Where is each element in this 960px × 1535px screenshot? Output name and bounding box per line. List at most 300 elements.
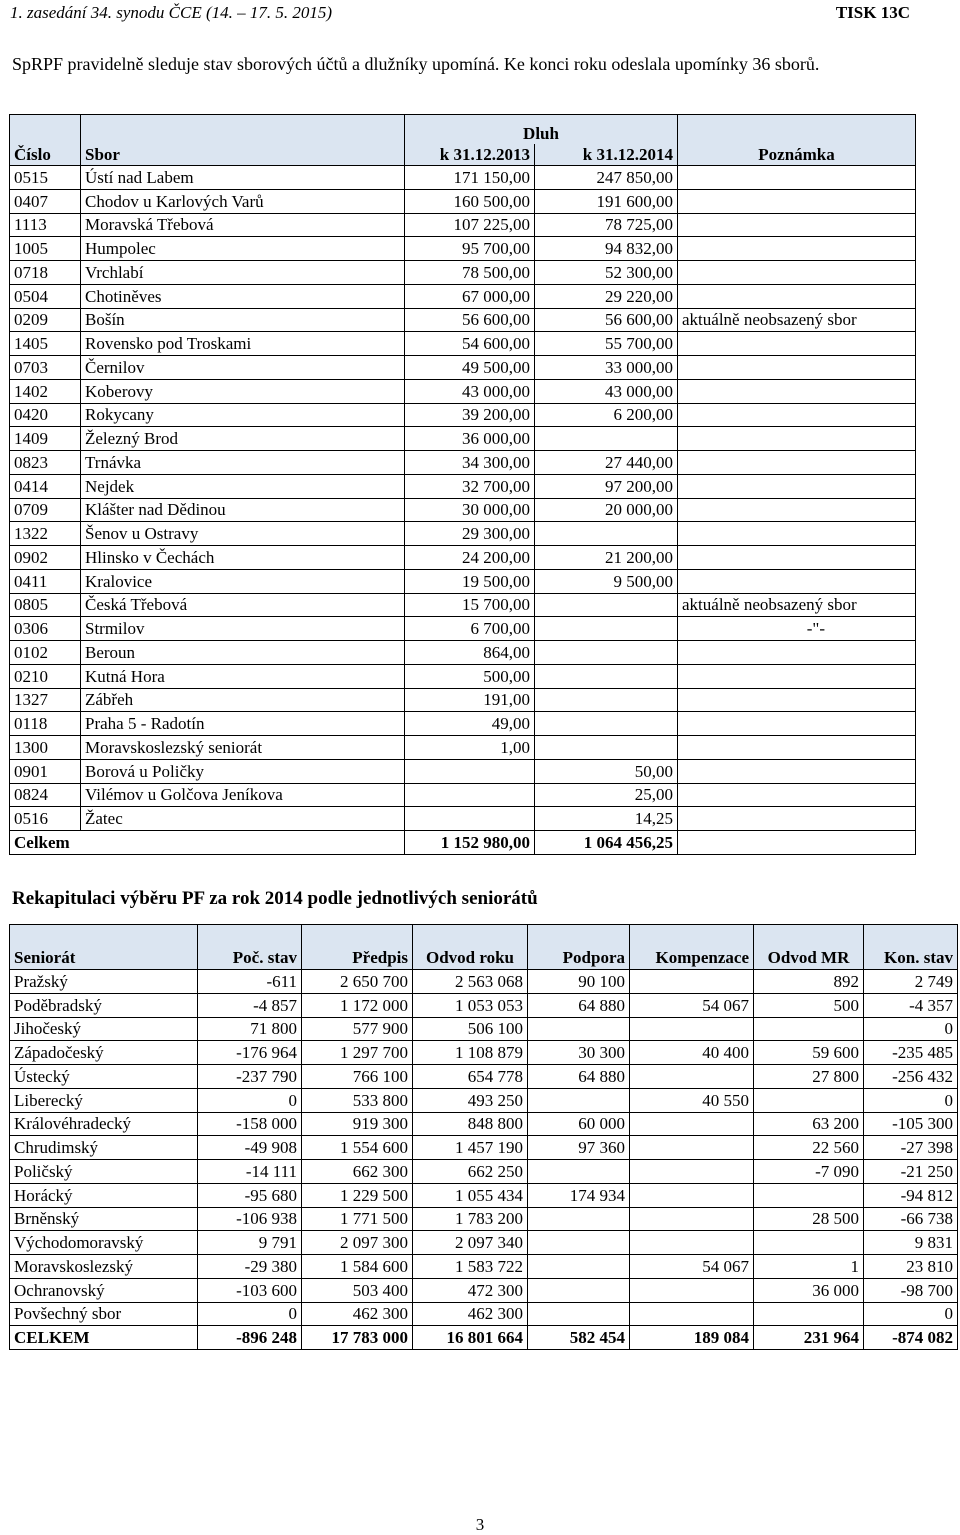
- cell-odvod-roku: 848 800: [413, 1112, 528, 1136]
- cell-poznamka: [678, 166, 916, 190]
- cell-cislo: 0718: [10, 261, 81, 285]
- cell-seniorat: Poličský: [10, 1160, 198, 1184]
- cell-cislo: 1005: [10, 237, 81, 261]
- cell-sbor: Kutná Hora: [81, 664, 405, 688]
- cell-kompenzace: [630, 1112, 754, 1136]
- header-dluh: Dluh: [405, 115, 678, 145]
- header-left: 1. zasedání 34. synodu ČCE (14. – 17. 5. 2015): [10, 3, 333, 22]
- seniorat-header-row: [10, 925, 958, 970]
- header-odvod-roku: Odvod roku: [413, 925, 528, 970]
- cell-sbor: Humpolec: [81, 237, 405, 261]
- cell-kompenzace: 54 067: [630, 1255, 754, 1279]
- cell-kompenzace: 54 067: [630, 993, 754, 1017]
- header-2013: k 31.12.2013: [405, 144, 535, 166]
- cell-seniorat: Moravskoslezský: [10, 1255, 198, 1279]
- cell-odvod-mr: 231 964: [754, 1326, 864, 1350]
- cell-cislo: 0209: [10, 308, 81, 332]
- table-row: [10, 261, 916, 285]
- cell-kompenzace: [630, 1160, 754, 1184]
- header-predpis: Předpis: [302, 925, 413, 970]
- cell-odvod-mr: 59 600: [754, 1041, 864, 1065]
- cell-poc-stav: 0: [198, 1302, 302, 1326]
- cell-predpis: 1 229 500: [302, 1183, 413, 1207]
- cell-seniorat: CELKEM: [10, 1326, 198, 1350]
- cell-cislo: 0407: [10, 189, 81, 213]
- cell-seniorat: Východomoravský: [10, 1231, 198, 1255]
- table-row: [10, 759, 916, 783]
- table-row: [10, 1183, 958, 1207]
- cell-podpora: 174 934: [528, 1183, 630, 1207]
- table-row: [10, 379, 916, 403]
- table-row: [10, 1278, 958, 1302]
- cell-dluh-2014: 27 440,00: [535, 451, 678, 475]
- cell-odvod-roku: 1 783 200: [413, 1207, 528, 1231]
- cell-kon-stav: 2 749: [864, 970, 958, 994]
- cell-dluh-2013: 32 700,00: [405, 474, 535, 498]
- cell-odvod-mr: [754, 1088, 864, 1112]
- cell-poznamka: [678, 284, 916, 308]
- cell-poznamka: [678, 213, 916, 237]
- cell-kompenzace: [630, 1278, 754, 1302]
- cell-dluh-2013: 500,00: [405, 664, 535, 688]
- cell-odvod-roku: 654 778: [413, 1065, 528, 1089]
- cell-seniorat: Liberecký: [10, 1088, 198, 1112]
- total-label: Celkem: [10, 831, 405, 855]
- table-row: [10, 593, 916, 617]
- cell-podpora: 90 100: [528, 970, 630, 994]
- cell-poc-stav: -29 380: [198, 1255, 302, 1279]
- cell-dluh-2014: 20 000,00: [535, 498, 678, 522]
- cell-poc-stav: -49 908: [198, 1136, 302, 1160]
- header-poc-stav: Poč. stav: [198, 925, 302, 970]
- cell-seniorat: Chrudimský: [10, 1136, 198, 1160]
- table-row: [10, 664, 916, 688]
- cell-dluh-2014: 50,00: [535, 759, 678, 783]
- cell-poc-stav: -4 857: [198, 993, 302, 1017]
- cell-dluh-2013: 19 500,00: [405, 569, 535, 593]
- table-row: [10, 498, 916, 522]
- cell-dluh-2013: 24 200,00: [405, 546, 535, 570]
- cell-odvod-roku: 506 100: [413, 1017, 528, 1041]
- cell-kompenzace: [630, 1231, 754, 1255]
- header-empty: [81, 115, 405, 145]
- cell-dluh-2013: [405, 783, 535, 807]
- cell-kompenzace: [630, 1302, 754, 1326]
- cell-sbor: Ústí nad Labem: [81, 166, 405, 190]
- cell-cislo: 1409: [10, 427, 81, 451]
- cell-poznamka: [678, 759, 916, 783]
- table-row: [10, 970, 958, 994]
- cell-kompenzace: [630, 970, 754, 994]
- cell-cislo: 0414: [10, 474, 81, 498]
- cell-cislo: 0805: [10, 593, 81, 617]
- table-row: [10, 1136, 958, 1160]
- cell-seniorat: Ústecký: [10, 1065, 198, 1089]
- table-row: [10, 1231, 958, 1255]
- header-right: TISK 13C: [835, 3, 910, 22]
- debtors-header-row-1: [10, 115, 916, 145]
- cell-predpis: 766 100: [302, 1065, 413, 1089]
- cell-poznamka: [678, 451, 916, 475]
- cell-sbor: Strmilov: [81, 617, 405, 641]
- cell-dluh-2014: 94 832,00: [535, 237, 678, 261]
- cell-kompenzace: [630, 1136, 754, 1160]
- cell-cislo: 0420: [10, 403, 81, 427]
- cell-dluh-2013: [405, 759, 535, 783]
- header-kon-stav: Kon. stav: [864, 925, 958, 970]
- cell-dluh-2013: 34 300,00: [405, 451, 535, 475]
- cell-sbor: Kralovice: [81, 569, 405, 593]
- table-row: [10, 166, 916, 190]
- cell-seniorat: Královéhradecký: [10, 1112, 198, 1136]
- cell-poznamka: [678, 783, 916, 807]
- page-number: 3: [475, 1515, 485, 1534]
- header-empty: [678, 115, 916, 145]
- cell-predpis: 1 554 600: [302, 1136, 413, 1160]
- cell-sbor: Zábřeh: [81, 688, 405, 712]
- cell-dluh-2014: 6 200,00: [535, 403, 678, 427]
- cell-dluh-2013: 39 200,00: [405, 403, 535, 427]
- cell-dluh-2014: 55 700,00: [535, 332, 678, 356]
- table-row: [10, 1207, 958, 1231]
- cell-dluh-2013: [405, 807, 535, 831]
- table-row: [10, 1065, 958, 1089]
- cell-dluh-2013: 864,00: [405, 641, 535, 665]
- cell-poc-stav: -611: [198, 970, 302, 994]
- cell-poznamka: [678, 379, 916, 403]
- cell-seniorat: Pražský: [10, 970, 198, 994]
- total-2013: 1 152 980,00: [405, 831, 535, 855]
- cell-predpis: 17 783 000: [302, 1326, 413, 1350]
- table-row: [10, 403, 916, 427]
- cell-poznamka: [678, 736, 916, 760]
- cell-kon-stav: 0: [864, 1302, 958, 1326]
- cell-podpora: 97 360: [528, 1136, 630, 1160]
- cell-poznamka: aktuálně neobsazený sbor: [678, 593, 916, 617]
- table-row: [10, 427, 916, 451]
- cell-kompenzace: [630, 1207, 754, 1231]
- cell-cislo: 0515: [10, 166, 81, 190]
- cell-sbor: Chotiněves: [81, 284, 405, 308]
- cell-podpora: 582 454: [528, 1326, 630, 1350]
- cell-cislo: 0824: [10, 783, 81, 807]
- cell-odvod-roku: 2 097 340: [413, 1231, 528, 1255]
- cell-podpora: [528, 1231, 630, 1255]
- cell-sbor: Praha 5 - Radotín: [81, 712, 405, 736]
- cell-kon-stav: -874 082: [864, 1326, 958, 1350]
- cell-poznamka: [678, 569, 916, 593]
- cell-sbor: Moravskoslezský seniorát: [81, 736, 405, 760]
- cell-podpora: 64 880: [528, 993, 630, 1017]
- table-row: [10, 213, 916, 237]
- cell-sbor: Železný Brod: [81, 427, 405, 451]
- cell-dluh-2013: 54 600,00: [405, 332, 535, 356]
- cell-poc-stav: 0: [198, 1088, 302, 1112]
- cell-poznamka: -"-: [678, 617, 916, 641]
- cell-dluh-2013: 107 225,00: [405, 213, 535, 237]
- cell-kon-stav: 9 831: [864, 1231, 958, 1255]
- total-2014: 1 064 456,25: [535, 831, 678, 855]
- cell-odvod-roku: 1 055 434: [413, 1183, 528, 1207]
- cell-dluh-2014: 21 200,00: [535, 546, 678, 570]
- cell-poznamka: [678, 712, 916, 736]
- cell-predpis: 662 300: [302, 1160, 413, 1184]
- cell-sbor: Chodov u Karlových Varů: [81, 189, 405, 213]
- header-seniorat: Seniorát: [10, 925, 198, 970]
- cell-dluh-2014: 56 600,00: [535, 308, 678, 332]
- cell-podpora: [528, 1207, 630, 1231]
- cell-dluh-2013: 49 500,00: [405, 356, 535, 380]
- cell-sbor: Žatec: [81, 807, 405, 831]
- cell-seniorat: Poděbradský: [10, 993, 198, 1017]
- cell-poc-stav: -158 000: [198, 1112, 302, 1136]
- cell-dluh-2014: [535, 593, 678, 617]
- table-row: [10, 308, 916, 332]
- table-row: [10, 1255, 958, 1279]
- cell-cislo: 0504: [10, 284, 81, 308]
- cell-podpora: [528, 1017, 630, 1041]
- cell-dluh-2014: [535, 617, 678, 641]
- cell-poc-stav: -237 790: [198, 1065, 302, 1089]
- table-row: [10, 993, 958, 1017]
- cell-kompenzace: 189 084: [630, 1326, 754, 1350]
- header-empty: [10, 115, 81, 145]
- table-row: [10, 712, 916, 736]
- cell-podpora: [528, 1255, 630, 1279]
- cell-podpora: [528, 1302, 630, 1326]
- cell-predpis: 533 800: [302, 1088, 413, 1112]
- cell-cislo: 0516: [10, 807, 81, 831]
- cell-predpis: 2 097 300: [302, 1231, 413, 1255]
- table-row: [10, 688, 916, 712]
- cell-seniorat: Jihočeský: [10, 1017, 198, 1041]
- cell-cislo: 0901: [10, 759, 81, 783]
- cell-kompenzace: 40 550: [630, 1088, 754, 1112]
- cell-poznamka: [678, 664, 916, 688]
- intro-paragraph: SpRPF pravidelně sleduje stav sborových účtů a dlužníky upomíná. Ke konci roku odeslala upomínky 36 sborů.: [12, 54, 820, 74]
- cell-podpora: [528, 1160, 630, 1184]
- cell-odvod-mr: -7 090: [754, 1160, 864, 1184]
- cell-odvod-mr: [754, 1302, 864, 1326]
- cell-kon-stav: -21 250: [864, 1160, 958, 1184]
- table-row: [10, 807, 916, 831]
- cell-sbor: Borová u Poličky: [81, 759, 405, 783]
- cell-seniorat: Brněnský: [10, 1207, 198, 1231]
- cell-poznamka: [678, 237, 916, 261]
- cell-sbor: Rokycany: [81, 403, 405, 427]
- header-sbor: Sbor: [81, 144, 405, 166]
- cell-seniorat: Horácký: [10, 1183, 198, 1207]
- cell-sbor: Vilémov u Golčova Jeníkova: [81, 783, 405, 807]
- debtors-header-row-2: [10, 144, 916, 166]
- cell-poznamka: [678, 332, 916, 356]
- cell-kon-stav: -27 398: [864, 1136, 958, 1160]
- table-row: [10, 474, 916, 498]
- table-row: [10, 284, 916, 308]
- cell-odvod-roku: 462 300: [413, 1302, 528, 1326]
- table-row: [10, 522, 916, 546]
- cell-poznamka: [678, 261, 916, 285]
- table-row: [10, 783, 916, 807]
- table-row: [10, 641, 916, 665]
- cell-sbor: Vrchlabí: [81, 261, 405, 285]
- cell-podpora: 30 300: [528, 1041, 630, 1065]
- table-row: [10, 546, 916, 570]
- cell-dluh-2014: [535, 736, 678, 760]
- table-row: [10, 1112, 958, 1136]
- table-row: [10, 569, 916, 593]
- header-odvod-mr: Odvod MR: [754, 925, 864, 970]
- cell-cislo: 0411: [10, 569, 81, 593]
- cell-dluh-2013: 6 700,00: [405, 617, 535, 641]
- cell-sbor: Trnávka: [81, 451, 405, 475]
- section-heading: Rekapitulaci výběru PF za rok 2014 podle jednotlivých seniorátů: [12, 888, 538, 909]
- cell-dluh-2014: [535, 664, 678, 688]
- cell-dluh-2013: 67 000,00: [405, 284, 535, 308]
- table-row: [10, 617, 916, 641]
- cell-dluh-2013: 191,00: [405, 688, 535, 712]
- cell-predpis: 577 900: [302, 1017, 413, 1041]
- cell-dluh-2014: 78 725,00: [535, 213, 678, 237]
- debtors-table: [9, 114, 916, 855]
- cell-sbor: Černilov: [81, 356, 405, 380]
- cell-poc-stav: -176 964: [198, 1041, 302, 1065]
- cell-cislo: 1113: [10, 213, 81, 237]
- cell-poznamka: [678, 474, 916, 498]
- cell-odvod-roku: 662 250: [413, 1160, 528, 1184]
- cell-dluh-2014: 25,00: [535, 783, 678, 807]
- cell-dluh-2013: 160 500,00: [405, 189, 535, 213]
- cell-dluh-2013: 171 150,00: [405, 166, 535, 190]
- cell-dluh-2014: 9 500,00: [535, 569, 678, 593]
- cell-dluh-2014: 52 300,00: [535, 261, 678, 285]
- cell-cislo: 0703: [10, 356, 81, 380]
- cell-odvod-mr: [754, 1017, 864, 1041]
- cell-poznamka: aktuálně neobsazený sbor: [678, 308, 916, 332]
- cell-poznamka: [678, 403, 916, 427]
- cell-dluh-2013: 95 700,00: [405, 237, 535, 261]
- cell-kon-stav: 0: [864, 1088, 958, 1112]
- cell-sbor: Rovensko pod Troskami: [81, 332, 405, 356]
- header-2014: k 31.12.2014: [535, 144, 678, 166]
- cell-dluh-2013: 56 600,00: [405, 308, 535, 332]
- cell-dluh-2014: [535, 641, 678, 665]
- cell-cislo: 0902: [10, 546, 81, 570]
- cell-podpora: 60 000: [528, 1112, 630, 1136]
- cell-sbor: Bošín: [81, 308, 405, 332]
- cell-poc-stav: -103 600: [198, 1278, 302, 1302]
- cell-kon-stav: -4 357: [864, 993, 958, 1017]
- cell-sbor: Moravská Třebová: [81, 213, 405, 237]
- header-podpora: Podpora: [528, 925, 630, 970]
- cell-odvod-mr: [754, 1183, 864, 1207]
- cell-predpis: 503 400: [302, 1278, 413, 1302]
- cell-poznamka: [678, 498, 916, 522]
- cell-poc-stav: -95 680: [198, 1183, 302, 1207]
- cell-odvod-roku: 1 457 190: [413, 1136, 528, 1160]
- cell-kon-stav: -98 700: [864, 1278, 958, 1302]
- cell-dluh-2013: 15 700,00: [405, 593, 535, 617]
- header-poznamka: Poznámka: [678, 144, 916, 166]
- cell-sbor: Klášter nad Dědinou: [81, 498, 405, 522]
- cell-podpora: [528, 1088, 630, 1112]
- cell-poc-stav: 71 800: [198, 1017, 302, 1041]
- cell-dluh-2014: 97 200,00: [535, 474, 678, 498]
- cell-odvod-mr: 36 000: [754, 1278, 864, 1302]
- header-kompenzace: Kompenzace: [630, 925, 754, 970]
- cell-cislo: 0823: [10, 451, 81, 475]
- cell-predpis: 1 771 500: [302, 1207, 413, 1231]
- cell-dluh-2013: 49,00: [405, 712, 535, 736]
- cell-seniorat: Západočeský: [10, 1041, 198, 1065]
- cell-cislo: 0102: [10, 641, 81, 665]
- cell-cislo: 1405: [10, 332, 81, 356]
- cell-dluh-2014: 43 000,00: [535, 379, 678, 403]
- cell-predpis: 1 172 000: [302, 993, 413, 1017]
- cell-poznamka: [678, 356, 916, 380]
- cell-odvod-roku: 472 300: [413, 1278, 528, 1302]
- table-row: [10, 1160, 958, 1184]
- cell-sbor: Beroun: [81, 641, 405, 665]
- cell-cislo: 1327: [10, 688, 81, 712]
- cell-sbor: Nejdek: [81, 474, 405, 498]
- cell-cislo: 0118: [10, 712, 81, 736]
- cell-kompenzace: [630, 1017, 754, 1041]
- cell-kon-stav: -94 812: [864, 1183, 958, 1207]
- cell-odvod-mr: 28 500: [754, 1207, 864, 1231]
- cell-cislo: 1300: [10, 736, 81, 760]
- cell-poc-stav: -896 248: [198, 1326, 302, 1350]
- cell-odvod-roku: 1 053 053: [413, 993, 528, 1017]
- cell-poznamka: [678, 641, 916, 665]
- table-row: [10, 451, 916, 475]
- cell-kompenzace: [630, 1183, 754, 1207]
- cell-dluh-2013: 36 000,00: [405, 427, 535, 451]
- cell-poznamka: [678, 189, 916, 213]
- seniorat-table: [9, 924, 958, 1350]
- table-row: [10, 1302, 958, 1326]
- total-poznamka: [678, 831, 916, 855]
- cell-kon-stav: 23 810: [864, 1255, 958, 1279]
- header-cislo: Číslo: [10, 144, 81, 166]
- cell-cislo: 1322: [10, 522, 81, 546]
- table-row: [10, 237, 916, 261]
- cell-poznamka: [678, 807, 916, 831]
- cell-kon-stav: -66 738: [864, 1207, 958, 1231]
- cell-kompenzace: 40 400: [630, 1041, 754, 1065]
- cell-odvod-roku: 16 801 664: [413, 1326, 528, 1350]
- cell-dluh-2014: [535, 712, 678, 736]
- cell-dluh-2014: [535, 688, 678, 712]
- cell-odvod-mr: 27 800: [754, 1065, 864, 1089]
- cell-predpis: 1 584 600: [302, 1255, 413, 1279]
- cell-dluh-2014: [535, 427, 678, 451]
- cell-odvod-roku: 2 563 068: [413, 970, 528, 994]
- cell-kompenzace: [630, 1065, 754, 1089]
- table-row: [10, 189, 916, 213]
- cell-cislo: 1402: [10, 379, 81, 403]
- cell-sbor: Šenov u Ostravy: [81, 522, 405, 546]
- total-row: [10, 1326, 958, 1350]
- cell-podpora: 64 880: [528, 1065, 630, 1089]
- cell-dluh-2014: 191 600,00: [535, 189, 678, 213]
- cell-dluh-2014: [535, 522, 678, 546]
- cell-podpora: [528, 1278, 630, 1302]
- table-row: [10, 1017, 958, 1041]
- cell-odvod-mr: 22 560: [754, 1136, 864, 1160]
- cell-seniorat: Ochranovský: [10, 1278, 198, 1302]
- table-row: [10, 356, 916, 380]
